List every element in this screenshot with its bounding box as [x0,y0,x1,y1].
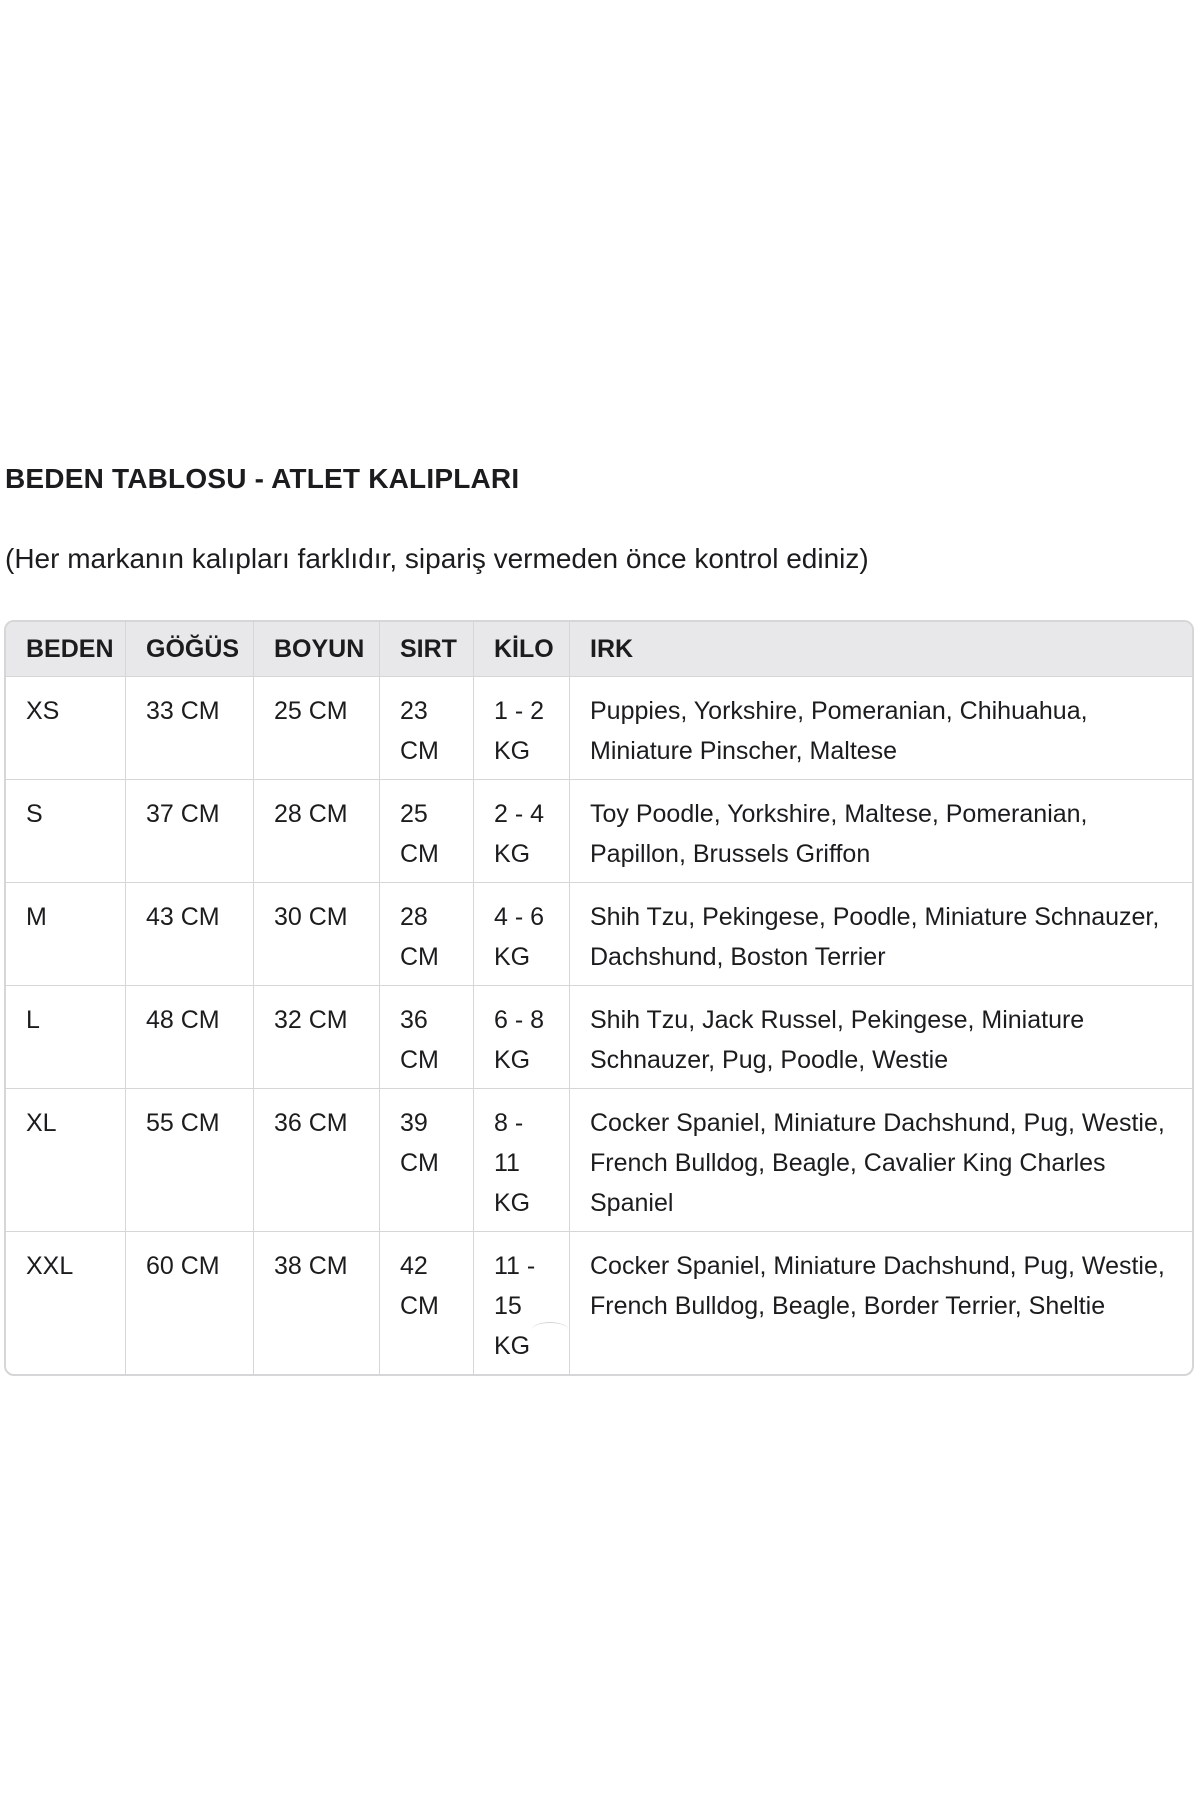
header-chest: GÖĞÜS [126,622,254,677]
size-chart-table [4,620,1194,1376]
cell-back: 39 CM [380,1089,474,1232]
cell-neck: 36 CM [254,1089,380,1232]
cell-back: 25 CM [380,780,474,883]
cell-chest: 37 CM [126,780,254,883]
table-row [6,1232,1192,1374]
table-row [6,677,1192,780]
scroll-indicator [532,1322,568,1337]
cell-breed: Puppies, Yorkshire, Pomeranian, Chihuahua, Miniature Pinscher, Maltese [570,677,1192,780]
cell-chest: 43 CM [126,883,254,986]
cell-weight: 11 - 15 KG [474,1232,570,1374]
table-row [6,780,1192,883]
cell-back: 28 CM [380,883,474,986]
table-header-row [6,622,1192,677]
cell-back: 36 CM [380,986,474,1089]
cell-breed: Cocker Spaniel, Miniature Dachshund, Pug, Westie, French Bulldog, Beagle, Cavalier King Charles Spaniel [570,1089,1192,1232]
header-weight: KİLO [474,622,570,677]
cell-size: M [6,883,126,986]
cell-weight: 6 - 8 KG [474,986,570,1089]
cell-weight: 2 - 4 KG [474,780,570,883]
table-row [6,1089,1192,1232]
cell-chest: 48 CM [126,986,254,1089]
table-row [6,883,1192,986]
cell-breed: Shih Tzu, Pekingese, Poodle, Miniature Schnauzer, Dachshund, Boston Terrier [570,883,1192,986]
cell-chest: 33 CM [126,677,254,780]
cell-size: L [6,986,126,1089]
cell-back: 23 CM [380,677,474,780]
cell-back: 42 CM [380,1232,474,1374]
cell-neck: 28 CM [254,780,380,883]
cell-size: XXL [6,1232,126,1374]
cell-weight: 8 - 11 KG [474,1089,570,1232]
cell-size: XL [6,1089,126,1232]
cell-breed: Toy Poodle, Yorkshire, Maltese, Pomeranian, Papillon, Brussels Griffon [570,780,1192,883]
cell-neck: 32 CM [254,986,380,1089]
table-row [6,986,1192,1089]
page-subtitle: (Her markanın kalıpları farklıdır, sipariş vermeden önce kontrol ediniz) [5,543,869,574]
cell-breed: Cocker Spaniel, Miniature Dachshund, Pug, Westie, French Bulldog, Beagle, Border Terrier, Sheltie [590,1252,1165,1320]
cell-weight: 1 - 2 KG [474,677,570,780]
cell-neck: 30 CM [254,883,380,986]
cell-neck: 38 CM [254,1232,380,1374]
cell-breed: Shih Tzu, Jack Russel, Pekingese, Miniature Schnauzer, Pug, Poodle, Westie [570,986,1192,1089]
cell-size: S [6,780,126,883]
header-breed: IRK [570,622,1192,677]
cell-chest: 60 CM [126,1232,254,1374]
header-size: BEDEN [6,622,126,677]
header-back: SIRT [380,622,474,677]
cell-neck: 25 CM [254,677,380,780]
cell-weight: 4 - 6 KG [474,883,570,986]
page-title: BEDEN TABLOSU - ATLET KALIPLARI [5,463,520,494]
cell-chest: 55 CM [126,1089,254,1232]
header-neck: BOYUN [254,622,380,677]
cell-size: XS [6,677,126,780]
